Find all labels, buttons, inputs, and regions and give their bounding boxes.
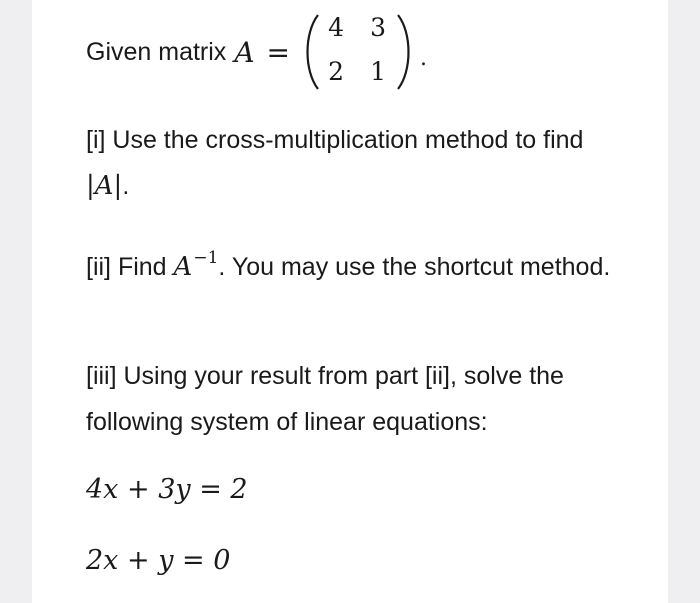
inverse-exponent: −1 [193,248,219,268]
part-ii-rest: . You may use the shortcut method. [218,253,611,281]
given-label: Given matrix [86,37,227,66]
matrix-cell-r1c1: 4 [328,13,344,42]
inverse-variable: A [173,252,193,282]
equals-sign: = [266,35,291,69]
matrix-variable: A [234,35,255,69]
matrix-cell-r1c2: 3 [370,13,386,42]
part-ii-question [86,235,626,290]
matrix-cell-r2c1: 2 [328,57,344,86]
equation-1: 4x + 3y = 2 [86,474,248,505]
part-i-period: . [122,172,130,200]
abs-variable: A [94,171,114,201]
matrix-brackets [302,13,414,91]
abs-bar-left: | [86,171,95,201]
part-i-question [86,117,626,209]
matrix-period: . [420,45,428,71]
abs-bar-right: | [113,171,123,201]
part-iii-question [86,353,626,445]
part-i-text: [i] Use the cross-multiplication method to find [86,126,584,154]
equation-2: 2x + y = 0 [86,545,231,576]
part-iii-text: [iii] Using your result from part [ii], solve the following system of linear equations: [86,362,564,436]
matrix-a [302,13,414,91]
left-parenthesis [308,15,319,89]
matrix-statement [86,13,428,88]
part-ii-lead: [ii] Find [86,253,167,281]
right-parenthesis [398,15,409,89]
matrix-cell-r2c2: 1 [370,57,386,86]
